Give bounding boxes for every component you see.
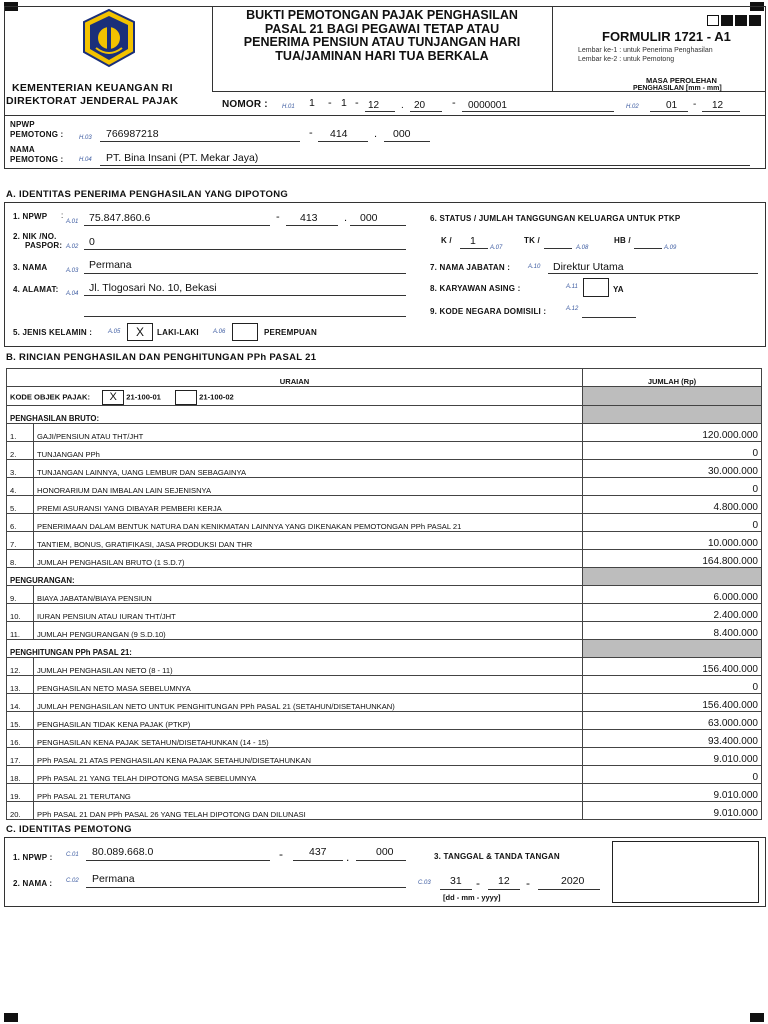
subsection-title: PENGHITUNGAN PPh PASAL 21: bbox=[7, 640, 583, 658]
npwp-pemotong-code: H.03 bbox=[79, 135, 92, 141]
table-row bbox=[7, 478, 762, 496]
section-b-title: B. RINCIAN PENGHASILAN DAN PENGHITUNGAN PPh PASAL 21 bbox=[6, 352, 317, 363]
section-c-title: C. IDENTITAS PEMOTONG bbox=[6, 824, 132, 835]
a-jk-label: 5. JENIS KELAMIN : bbox=[13, 328, 93, 337]
masa-code: H.02 bbox=[626, 104, 639, 110]
field-line bbox=[84, 273, 406, 274]
table-row bbox=[7, 460, 762, 478]
row-number: 2. bbox=[7, 442, 34, 460]
asing-ya-label: YA bbox=[613, 285, 624, 294]
row-number: 7. bbox=[7, 532, 34, 550]
a-jk-code-2: A.06 bbox=[213, 329, 226, 335]
row-amount[interactable]: 30.000.000 bbox=[583, 460, 762, 478]
negara-label: 9. KODE NEGARA DOMISILI : bbox=[430, 307, 547, 316]
c-nama-code: C.02 bbox=[66, 878, 79, 884]
ministry-logo bbox=[80, 8, 138, 68]
title-line: TUA/JAMINAN HARI TUA BERKALA bbox=[275, 48, 489, 63]
field-line bbox=[86, 887, 406, 888]
hb-code: A.09 bbox=[664, 245, 677, 251]
row-amount[interactable]: 9.010.000 bbox=[583, 784, 762, 802]
row-amount[interactable]: 0 bbox=[583, 442, 762, 460]
table-row bbox=[7, 514, 762, 532]
field-line bbox=[634, 248, 662, 249]
field-line bbox=[100, 141, 300, 142]
row-number: 18. bbox=[7, 766, 34, 784]
row-amount[interactable]: 63.000.000 bbox=[583, 712, 762, 730]
tk-label: TK / bbox=[524, 236, 540, 245]
title-line: PENERIMA PENSIUN ATAU TUNJANGAN HARI bbox=[243, 35, 521, 49]
date-month[interactable]: 12 bbox=[498, 875, 510, 887]
npwp-pemotong-a[interactable]: 766987218 bbox=[106, 128, 159, 140]
masa-to[interactable]: 12 bbox=[712, 100, 724, 111]
a-npwp-code: A.01 bbox=[66, 219, 79, 225]
field-line bbox=[350, 225, 406, 226]
field-line bbox=[440, 889, 472, 890]
row-label: TUNJANGAN PPh bbox=[34, 442, 583, 460]
npwp-pemotong-b[interactable]: 414 bbox=[330, 128, 348, 140]
jabatan-label: 7. NAMA JABATAN : bbox=[430, 263, 511, 272]
row-label: JUMLAH PENGHASILAN BRUTO (1 S.D.7) bbox=[34, 550, 583, 568]
field-line bbox=[460, 248, 488, 249]
separator: - bbox=[476, 876, 480, 890]
row-label: TUNJANGAN LAINNYA, UANG LEMBUR DAN SEBAGAINYA bbox=[34, 460, 583, 478]
a-nik-label-2: PASPOR: bbox=[25, 241, 63, 250]
row-label: IURAN PENSIUN ATAU IURAN THT/JHT bbox=[34, 604, 583, 622]
separator: - bbox=[452, 97, 456, 109]
field-line bbox=[356, 860, 406, 861]
a-nik-label: 2. NIK /NO. bbox=[13, 232, 57, 241]
row-number: 12. bbox=[7, 658, 34, 676]
date-day[interactable]: 31 bbox=[450, 875, 462, 887]
corner-mark bbox=[750, 1013, 764, 1022]
c-npwp-b[interactable]: 437 bbox=[309, 846, 327, 858]
laki-laki-checkbox[interactable]: X bbox=[127, 323, 153, 341]
nama-pemotong-label: NAMA bbox=[10, 145, 35, 154]
row-amount[interactable]: 156.400.000 bbox=[583, 658, 762, 676]
row-label: PENGHASILAN NETO MASA SEBELUMNYA bbox=[34, 676, 583, 694]
nomor-label: NOMOR : bbox=[222, 99, 268, 110]
k-label: K / bbox=[441, 236, 452, 245]
table-row bbox=[7, 622, 762, 640]
separator: . bbox=[344, 212, 348, 224]
field-line bbox=[582, 317, 636, 318]
row-amount[interactable]: 156.400.000 bbox=[583, 694, 762, 712]
row-number: 11. bbox=[7, 622, 34, 640]
table-row bbox=[7, 712, 762, 730]
field-line bbox=[384, 141, 430, 142]
separator: - bbox=[526, 876, 530, 890]
nomor-part-e[interactable]: 0000001 bbox=[468, 100, 507, 111]
karyawan-asing-checkbox[interactable] bbox=[583, 278, 609, 297]
separator: - bbox=[276, 211, 280, 223]
a-nama-value[interactable]: Permana bbox=[89, 259, 132, 271]
nama-pemotong-label-2: PEMOTONG : bbox=[10, 155, 64, 164]
row-number: 4. bbox=[7, 478, 34, 496]
c-nama-value[interactable]: Permana bbox=[92, 873, 135, 885]
separator: - bbox=[693, 99, 697, 110]
row-amount[interactable]: 9.010.000 bbox=[583, 748, 762, 766]
subsection-title: PENGURANGAN: bbox=[7, 568, 583, 586]
separator: . bbox=[374, 128, 378, 140]
section-a-title: A. IDENTITAS PENERIMA PENGHASILAN YANG DIPOTONG bbox=[6, 189, 289, 200]
asing-code: A.11 bbox=[566, 284, 578, 290]
sheet-1-note: Lembar ke-1 : untuk Penerima Penghasilan bbox=[578, 47, 713, 54]
divider bbox=[552, 6, 553, 91]
sheet-2-note: Lembar ke-2 : untuk Pemotong bbox=[578, 56, 675, 63]
table-row bbox=[7, 658, 762, 676]
kode-objek-cell bbox=[7, 387, 583, 406]
table-row bbox=[7, 586, 762, 604]
a-nama-label: 3. NAMA bbox=[13, 263, 48, 272]
row-label: PPh PASAL 21 TERUTANG bbox=[34, 784, 583, 802]
row-label: PREMI ASURANSI YANG DIBAYAR PEMBERI KERJA bbox=[34, 496, 583, 514]
separator: - bbox=[355, 97, 359, 109]
row-number: 13. bbox=[7, 676, 34, 694]
date-code: C.03 bbox=[418, 880, 431, 886]
field-line bbox=[548, 273, 758, 274]
field-line bbox=[410, 111, 442, 112]
signature-box[interactable] bbox=[612, 841, 759, 903]
ttd-label: 3. TANGGAL & TANDA TANGAN bbox=[434, 852, 560, 861]
a-status-label: 6. STATUS / JUMLAH TANGGUNGAN KELUARGA UNTUK PTKP bbox=[430, 214, 681, 223]
separator: - bbox=[328, 97, 332, 109]
a-npwp-label: 1. NPWP bbox=[13, 212, 48, 221]
a-npwp-a[interactable]: 75.847.860.6 bbox=[89, 212, 151, 224]
row-number: 8. bbox=[7, 550, 34, 568]
table-row bbox=[7, 442, 762, 460]
a-npwp-b[interactable]: 413 bbox=[300, 212, 318, 224]
masa-label: MASA PEROLEHAN bbox=[646, 76, 717, 85]
row-amount[interactable]: 4.800.000 bbox=[583, 496, 762, 514]
row-label: GAJI/PENSIUN ATAU THT/JHT bbox=[34, 424, 583, 442]
a-npwp-c[interactable]: 000 bbox=[360, 212, 378, 224]
table-row bbox=[7, 730, 762, 748]
subsection-row bbox=[7, 568, 762, 586]
col-uraian: URAIAN bbox=[7, 369, 583, 387]
hb-label: HB / bbox=[614, 236, 631, 245]
perempuan-label: PEREMPUAN bbox=[264, 328, 317, 337]
table-row bbox=[7, 766, 762, 784]
k-code: A.07 bbox=[490, 245, 503, 251]
row-label: PENERIMAAN DALAM BENTUK NATURA DAN KENIKMATAN LAINNYA YANG DIKENAKAN PEMOTONGAN PPh PASAL 21 bbox=[34, 514, 583, 532]
jabatan-code: A.10 bbox=[528, 264, 541, 270]
row-label: JUMLAH PENGURANGAN (9 S.D.10) bbox=[34, 622, 583, 640]
field-line bbox=[462, 111, 614, 112]
row-label: PPh PASAL 21 YANG TELAH DIPOTONG MASA SEBELUMNYA bbox=[34, 766, 583, 784]
c-npwp-code: C.01 bbox=[66, 852, 79, 858]
kode-objek-row bbox=[7, 387, 762, 406]
kode-1-checkbox[interactable]: X bbox=[102, 390, 124, 405]
row-amount[interactable]: 10.000.000 bbox=[583, 532, 762, 550]
laki-laki-label: LAKI-LAKI bbox=[157, 328, 199, 337]
row-amount[interactable]: 120.000.000 bbox=[583, 424, 762, 442]
field-line bbox=[84, 249, 406, 250]
row-label: JUMLAH PENGHASILAN NETO UNTUK PENGHITUNGAN PPh PASAL 21 (SETAHUN/DISETAHUNKAN) bbox=[34, 694, 583, 712]
field-line bbox=[650, 111, 688, 112]
row-label: PPh PASAL 21 DAN PPh PASAL 26 YANG TELAH DIPOTONG DAN DILUNASI bbox=[34, 802, 583, 820]
divider bbox=[212, 6, 213, 91]
table-header-row bbox=[7, 369, 762, 387]
form-title bbox=[214, 9, 550, 63]
masa-label-2: PENGHASILAN [mm - mm] bbox=[633, 85, 722, 92]
row-amount[interactable]: 0 bbox=[583, 478, 762, 496]
row-amount[interactable]: 93.400.000 bbox=[583, 730, 762, 748]
table-row bbox=[7, 784, 762, 802]
ministry-name: KEMENTERIAN KEUANGAN RI bbox=[12, 82, 173, 94]
row-number: 16. bbox=[7, 730, 34, 748]
a-alamat-code: A.04 bbox=[66, 291, 79, 297]
row-amount[interactable]: 0 bbox=[583, 676, 762, 694]
nomor-part-a[interactable]: 1 bbox=[309, 97, 315, 109]
row-amount[interactable]: 0 bbox=[583, 766, 762, 784]
field-line bbox=[365, 111, 395, 112]
row-number: 17. bbox=[7, 748, 34, 766]
date-format: [dd - mm - yyyy] bbox=[443, 893, 501, 902]
masa-from[interactable]: 01 bbox=[666, 100, 678, 111]
field-line bbox=[286, 225, 338, 226]
table-row bbox=[7, 550, 762, 568]
kode-2-checkbox[interactable] bbox=[175, 390, 197, 405]
field-line bbox=[544, 248, 572, 249]
field-line bbox=[84, 295, 406, 296]
directorate-name: DIREKTORAT JENDERAL PAJAK bbox=[6, 95, 179, 107]
date-year[interactable]: 2020 bbox=[561, 875, 585, 887]
separator: . bbox=[401, 100, 404, 111]
table-row bbox=[7, 604, 762, 622]
npwp-pemotong-label: NPWP bbox=[10, 120, 35, 129]
subsection-row bbox=[7, 640, 762, 658]
row-label: BIAYA JABATAN/BIAYA PENSIUN bbox=[34, 586, 583, 604]
shaded-cell bbox=[583, 406, 762, 424]
shaded-cell bbox=[583, 568, 762, 586]
subsection-title: PENGHASILAN BRUTO: bbox=[7, 406, 583, 424]
field-line bbox=[538, 889, 600, 890]
row-amount[interactable]: 0 bbox=[583, 514, 762, 532]
nomor-part-c[interactable]: 12 bbox=[368, 100, 380, 111]
row-number: 20. bbox=[7, 802, 34, 820]
c-npwp-a[interactable]: 80.089.668.0 bbox=[92, 846, 154, 858]
row-amount[interactable]: 8.400.000 bbox=[583, 622, 762, 640]
nama-pemotong-value[interactable]: PT. Bina Insani (PT. Mekar Jaya) bbox=[106, 152, 259, 164]
c-npwp-label: 1. NPWP : bbox=[13, 853, 53, 862]
field-line bbox=[100, 165, 750, 166]
shaded-cell bbox=[583, 640, 762, 658]
row-number: 5. bbox=[7, 496, 34, 514]
nama-pemotong-code: H.04 bbox=[79, 157, 92, 163]
row-number: 1. bbox=[7, 424, 34, 442]
title-line: BUKTI PEMOTONGAN PAJAK PENGHASILAN bbox=[246, 8, 518, 22]
corner-mark bbox=[4, 1013, 18, 1022]
negara-code: A.12 bbox=[566, 306, 579, 312]
table-row bbox=[7, 802, 762, 820]
field-line bbox=[293, 860, 343, 861]
row-number: 15. bbox=[7, 712, 34, 730]
field-line bbox=[86, 860, 270, 861]
kode-objek-label: KODE OBJEK PAJAK: bbox=[10, 392, 91, 402]
table-row bbox=[7, 532, 762, 550]
income-table bbox=[6, 368, 762, 820]
a-jk-code-1: A.05 bbox=[108, 329, 121, 335]
npwp-pemotong-label-2: PEMOTONG : bbox=[10, 130, 64, 139]
row-number: 14. bbox=[7, 694, 34, 712]
table-row bbox=[7, 694, 762, 712]
nomor-part-b[interactable]: 1 bbox=[341, 97, 347, 109]
kode-2-label: 21-100-02 bbox=[199, 392, 234, 402]
row-label: TANTIEM, BONUS, GRATIFIKASI, JASA PRODUKSI DAN THR bbox=[34, 532, 583, 550]
row-label: PENGHASILAN KENA PAJAK SETAHUN/DISETAHUNKAN (14 - 15) bbox=[34, 730, 583, 748]
row-amount[interactable]: 164.800.000 bbox=[583, 550, 762, 568]
k-value[interactable]: 1 bbox=[470, 235, 476, 247]
tk-code: A.08 bbox=[576, 245, 589, 251]
table-row bbox=[7, 496, 762, 514]
row-number: 6. bbox=[7, 514, 34, 532]
row-amount[interactable]: 6.000.000 bbox=[583, 586, 762, 604]
separator: . bbox=[346, 850, 350, 864]
jabatan-value[interactable]: Direktur Utama bbox=[553, 261, 624, 273]
row-label: PPh PASAL 21 ATAS PENGHASILAN KENA PAJAK SETAHUN/DISETAHUNKAN bbox=[34, 748, 583, 766]
a-nik-code: A.02 bbox=[66, 244, 79, 250]
asing-label: 8. KARYAWAN ASING : bbox=[430, 284, 521, 293]
separator: - bbox=[279, 847, 283, 861]
field-line bbox=[84, 316, 406, 317]
a-nama-code: A.03 bbox=[66, 268, 79, 274]
field-line bbox=[84, 225, 270, 226]
col-jumlah: JUMLAH (Rp) bbox=[583, 369, 762, 387]
row-label: JUMLAH PENGHASILAN NETO (8 - 11) bbox=[34, 658, 583, 676]
a-nik-value[interactable]: 0 bbox=[89, 236, 95, 248]
row-amount[interactable]: 9.010.000 bbox=[583, 802, 762, 820]
nomor-part-d[interactable]: 20 bbox=[414, 100, 426, 111]
table-row bbox=[7, 424, 762, 442]
subsection-row bbox=[7, 406, 762, 424]
npwp-pemotong-c[interactable]: 000 bbox=[393, 128, 411, 140]
row-amount[interactable]: 2.400.000 bbox=[583, 604, 762, 622]
form-number: FORMULIR 1721 - A1 bbox=[602, 29, 731, 44]
colon: : bbox=[61, 211, 64, 220]
title-line: PASAL 21 BAGI PEGAWAI TETAP ATAU bbox=[264, 21, 500, 36]
field-line bbox=[488, 889, 520, 890]
table-row bbox=[7, 748, 762, 766]
kode-1-label: 21-100-01 bbox=[126, 392, 161, 402]
a-alamat-value[interactable]: Jl. Tlogosari No. 10, Bekasi bbox=[89, 282, 217, 294]
shaded-cell bbox=[583, 387, 762, 406]
nomor-code: H.01 bbox=[282, 104, 295, 110]
c-nama-label: 2. NAMA : bbox=[13, 879, 53, 888]
row-number: 3. bbox=[7, 460, 34, 478]
table-row bbox=[7, 676, 762, 694]
c-npwp-c[interactable]: 000 bbox=[376, 846, 394, 858]
separator: - bbox=[309, 127, 313, 139]
row-label: HONORARIUM DAN IMBALAN LAIN SEJENISNYA bbox=[34, 478, 583, 496]
field-line bbox=[318, 141, 368, 142]
field-line bbox=[702, 111, 740, 112]
perempuan-checkbox[interactable] bbox=[232, 323, 258, 341]
row-number: 19. bbox=[7, 784, 34, 802]
row-number: 9. bbox=[7, 586, 34, 604]
row-number: 10. bbox=[7, 604, 34, 622]
row-label: PENGHASILAN TIDAK KENA PAJAK (PTKP) bbox=[34, 712, 583, 730]
a-alamat-label: 4. ALAMAT: bbox=[13, 285, 59, 294]
